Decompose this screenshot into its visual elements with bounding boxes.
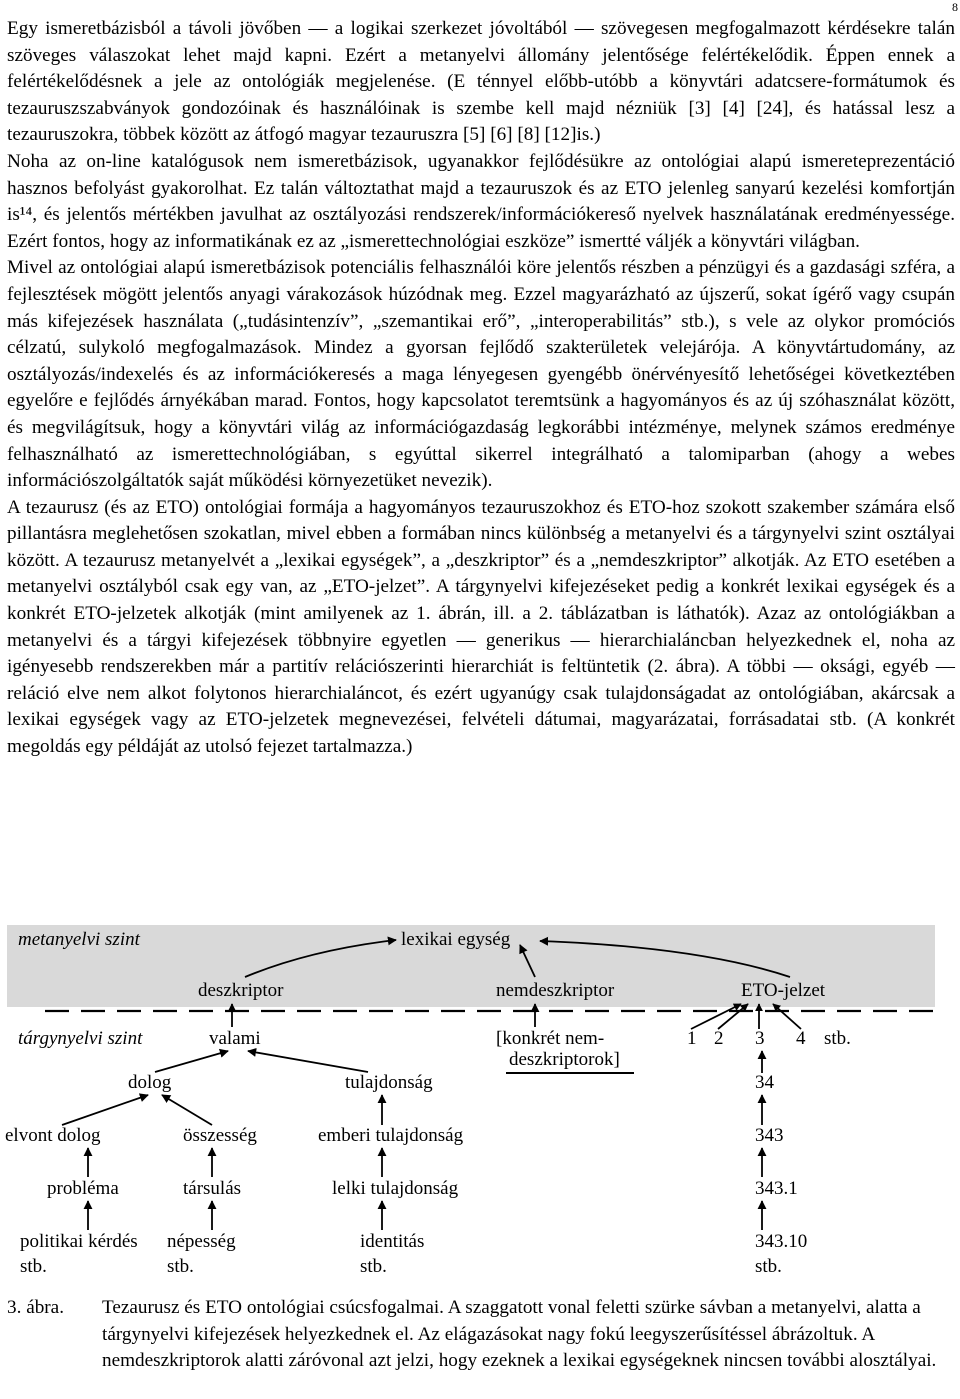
udc-notation-node: ETO-jelzet (741, 980, 826, 1001)
tarsulas-node: társulás (183, 1178, 242, 1199)
udc-343-node: 343 (755, 1125, 784, 1146)
concrete-nondescriptors-line2: deszkriptorok] (509, 1049, 620, 1070)
udc-class-2: 2 (714, 1028, 724, 1049)
paragraph: Egy ismeretbázisból a távoli jövőben — a logikai szerkezet jóvoltából — szövegesen megfogalmazott kérdésekre talán szöveges válaszokat lehet majd kapni. Ezért a metanyelvi állomány jelentősége felértékelődik. Éppen ennek a felértékelődésnek a jele az ontológiák megjelenése. (E ténnyel előbb-utóbb a könyvtári adatcsere-formátumok és tezauruszszabványok gondozóinak és használóinak is szembe kell majd nézniük [3] [4] [24], és hatással lesz a tezauruszokra, többek között az átfogó magyar tezauruszra [5] [6] [8] [12]is.) (7, 18, 955, 146)
ontology-figure (0, 905, 960, 1295)
figure-caption (7, 1295, 955, 1375)
etc-label: stb. (755, 1256, 782, 1277)
hierarchy-arrow (155, 1051, 228, 1072)
hierarchy-arrow (248, 1051, 368, 1072)
hierarchy-arrow (162, 1095, 212, 1125)
osszesseg-node: összesség (183, 1125, 257, 1146)
body-text (7, 16, 955, 761)
tulajdonsag-node: tulajdonság (345, 1072, 433, 1093)
udc-class-4: 4 (796, 1028, 806, 1049)
meta-level-label: metanyelvi szint (18, 929, 140, 950)
paragraph: Mivel az ontológiai alapú ismeretbázisok potenciális felhasználói köre jelentős részben a pénzügyi és a gazdasági szféra, a fejlesztések mögött jelentős anyagi várakozások húzódnak meg. Ezzel magyarázható az újszerű, sokat ígérő vagy csupán más kifejezések használata („tudásintenzív”, „szemantikai erő”, „interoperabilitás” stb.), s vele az olykor promóciós célzatú, sulykoló megfogalmazások. Mindez a gyorsan fejlődő szakterületek velejárója. A könyvtártudomány, az osztályozás/indexelés és az információkeresés a maga lényegesen gyengébb önérvényesítő lehetőségei következtében egyelőre e fejlődés árnyékában marad. Fontos, hogy kapcsolatot teremtsünk a hagyományos és az új szóhasználat között, és megvilágítsuk, hogy a könyvtári világ az információgazdaság legkorábbi intézménye, melynek számos eredménye felhasználható az ismerettechnológiában, s egyúttal sikerrel integrálható a talomiparban (ahogy a webes információszolgáltatók saját működési környezetüket nevezik). (7, 257, 955, 492)
udc-class-1: 1 (687, 1028, 697, 1049)
udc-class-3: 3 (755, 1028, 765, 1049)
politikai-kerdes-node: politikai kérdés (20, 1231, 138, 1252)
emberi-tulajdonsag-node: emberi tulajdonság (318, 1125, 464, 1146)
nondescriptor-node: nemdeszkriptor (496, 980, 615, 1001)
etc-label: stb. (20, 1256, 47, 1277)
paragraph: Noha az on-line katalógusok nem ismeretbázisok, ugyanakkor fejlődésükre az ontológiai alapú ismereteprezentáció hasznos befolyást gyakorolhat. Ez talán változtathat majd a tezauruszok és az ETO jelenleg sanyarú kezelési komfortján is¹⁴, és jelentős mértékben javulhat az osztályozási rendszerek/információkereső nyelvek használatának eredményessége. Ezért fontos, hogy az informatikának ez az „ismerettechnológiai eszköze” ismertté váljék a könyvtári világban. (7, 150, 955, 252)
dolog-node: dolog (128, 1072, 172, 1093)
udc-class-etc: stb. (824, 1028, 851, 1049)
descriptor-node: deszkriptor (198, 980, 284, 1001)
page-number: 8 (952, 0, 958, 14)
hierarchy-arrow (773, 1004, 801, 1029)
elvont-dolog-node: elvont dolog (5, 1125, 101, 1146)
hierarchy-arrow (62, 1095, 148, 1125)
nepesseg-node: népesség (167, 1231, 236, 1252)
paragraph: A tezaurusz (és az ETO) ontológiai formája a hagyományos tezauruszokhoz és ETO-hoz szokott szakember számára első pillantásra meglehetősen szokatlan, mivel ebben a formában nincs különbség a metanyelvi és a tárgynyelvi szint osztályai között. A tezaurusz metanyelvét a „lexikai egységek”, a „deszkriptor” és a „nemdeszkriptor” alkotják. Az ETO esetében a metanyelvi osztályból csak egy van, az „ETO-jelzet”. A tárgynyelvi kifejezéseket pedig a konkrét lexikai egységek és a konkrét ETO-jelzetek alkotják (mint amilyenek az 1. ábrán, ill. a 2. táblázatban is láthatók). Azaz az ontológiákban a metanyelvi és a tárgyi kifejezések többnyire egyetlen — generikus — hierarchialáncban helyezkednek el, noha az igényesebb rendszerekben már a partitív relációszerinti hierarchiát is feltüntetik (2. ábra). A többi — oksági, egyéb — reláció elve nem alkot folytonos hierarchialáncot, és ezért ugyanúgy csak tulajdonságadat az ontológiában, akárcsak a lexikai egységek vagy az ETO-jelzetek megnevezései, felvételi dátumai, magyarázatai, forrásadatai stb. (A konkrét megoldás egy példáját az utolsó fejezet tartalmazza.) (7, 496, 955, 758)
identitas-node: identitás (360, 1231, 425, 1252)
udc-343-1-node: 343.1 (755, 1178, 798, 1199)
lexical-unit-node: lexikai egység (401, 929, 511, 950)
lelki-tulajdonsag-node: lelki tulajdonság (332, 1178, 459, 1199)
valami-node: valami (209, 1028, 261, 1049)
udc-343-10-node: 343.10 (755, 1231, 808, 1252)
etc-label: stb. (167, 1256, 194, 1277)
figure-number: 3. ábra. (7, 1297, 65, 1318)
object-level-label: tárgynyelvi szint (18, 1028, 143, 1049)
caption-text: Tezaurusz és ETO ontológiai csúcsfogalmai. A szaggatott vonal feletti szürke sávban a metanyelvi, alatta a tárgynyelvi kifejezések helyezkednek el. Az elágazásokat nagy fokú leegyszerűsítéssel ábrázoltuk. A nemdeszkriptorok alatti záróvonal azt jelzi, hogy ezeknek a lexikai egységeknek nincsen további alosztályai. (102, 1297, 937, 1371)
udc-34-node: 34 (755, 1072, 774, 1093)
concrete-nondescriptors-line1: [konkrét nem- (496, 1028, 605, 1049)
problema-node: probléma (47, 1178, 119, 1199)
etc-label: stb. (360, 1256, 387, 1277)
